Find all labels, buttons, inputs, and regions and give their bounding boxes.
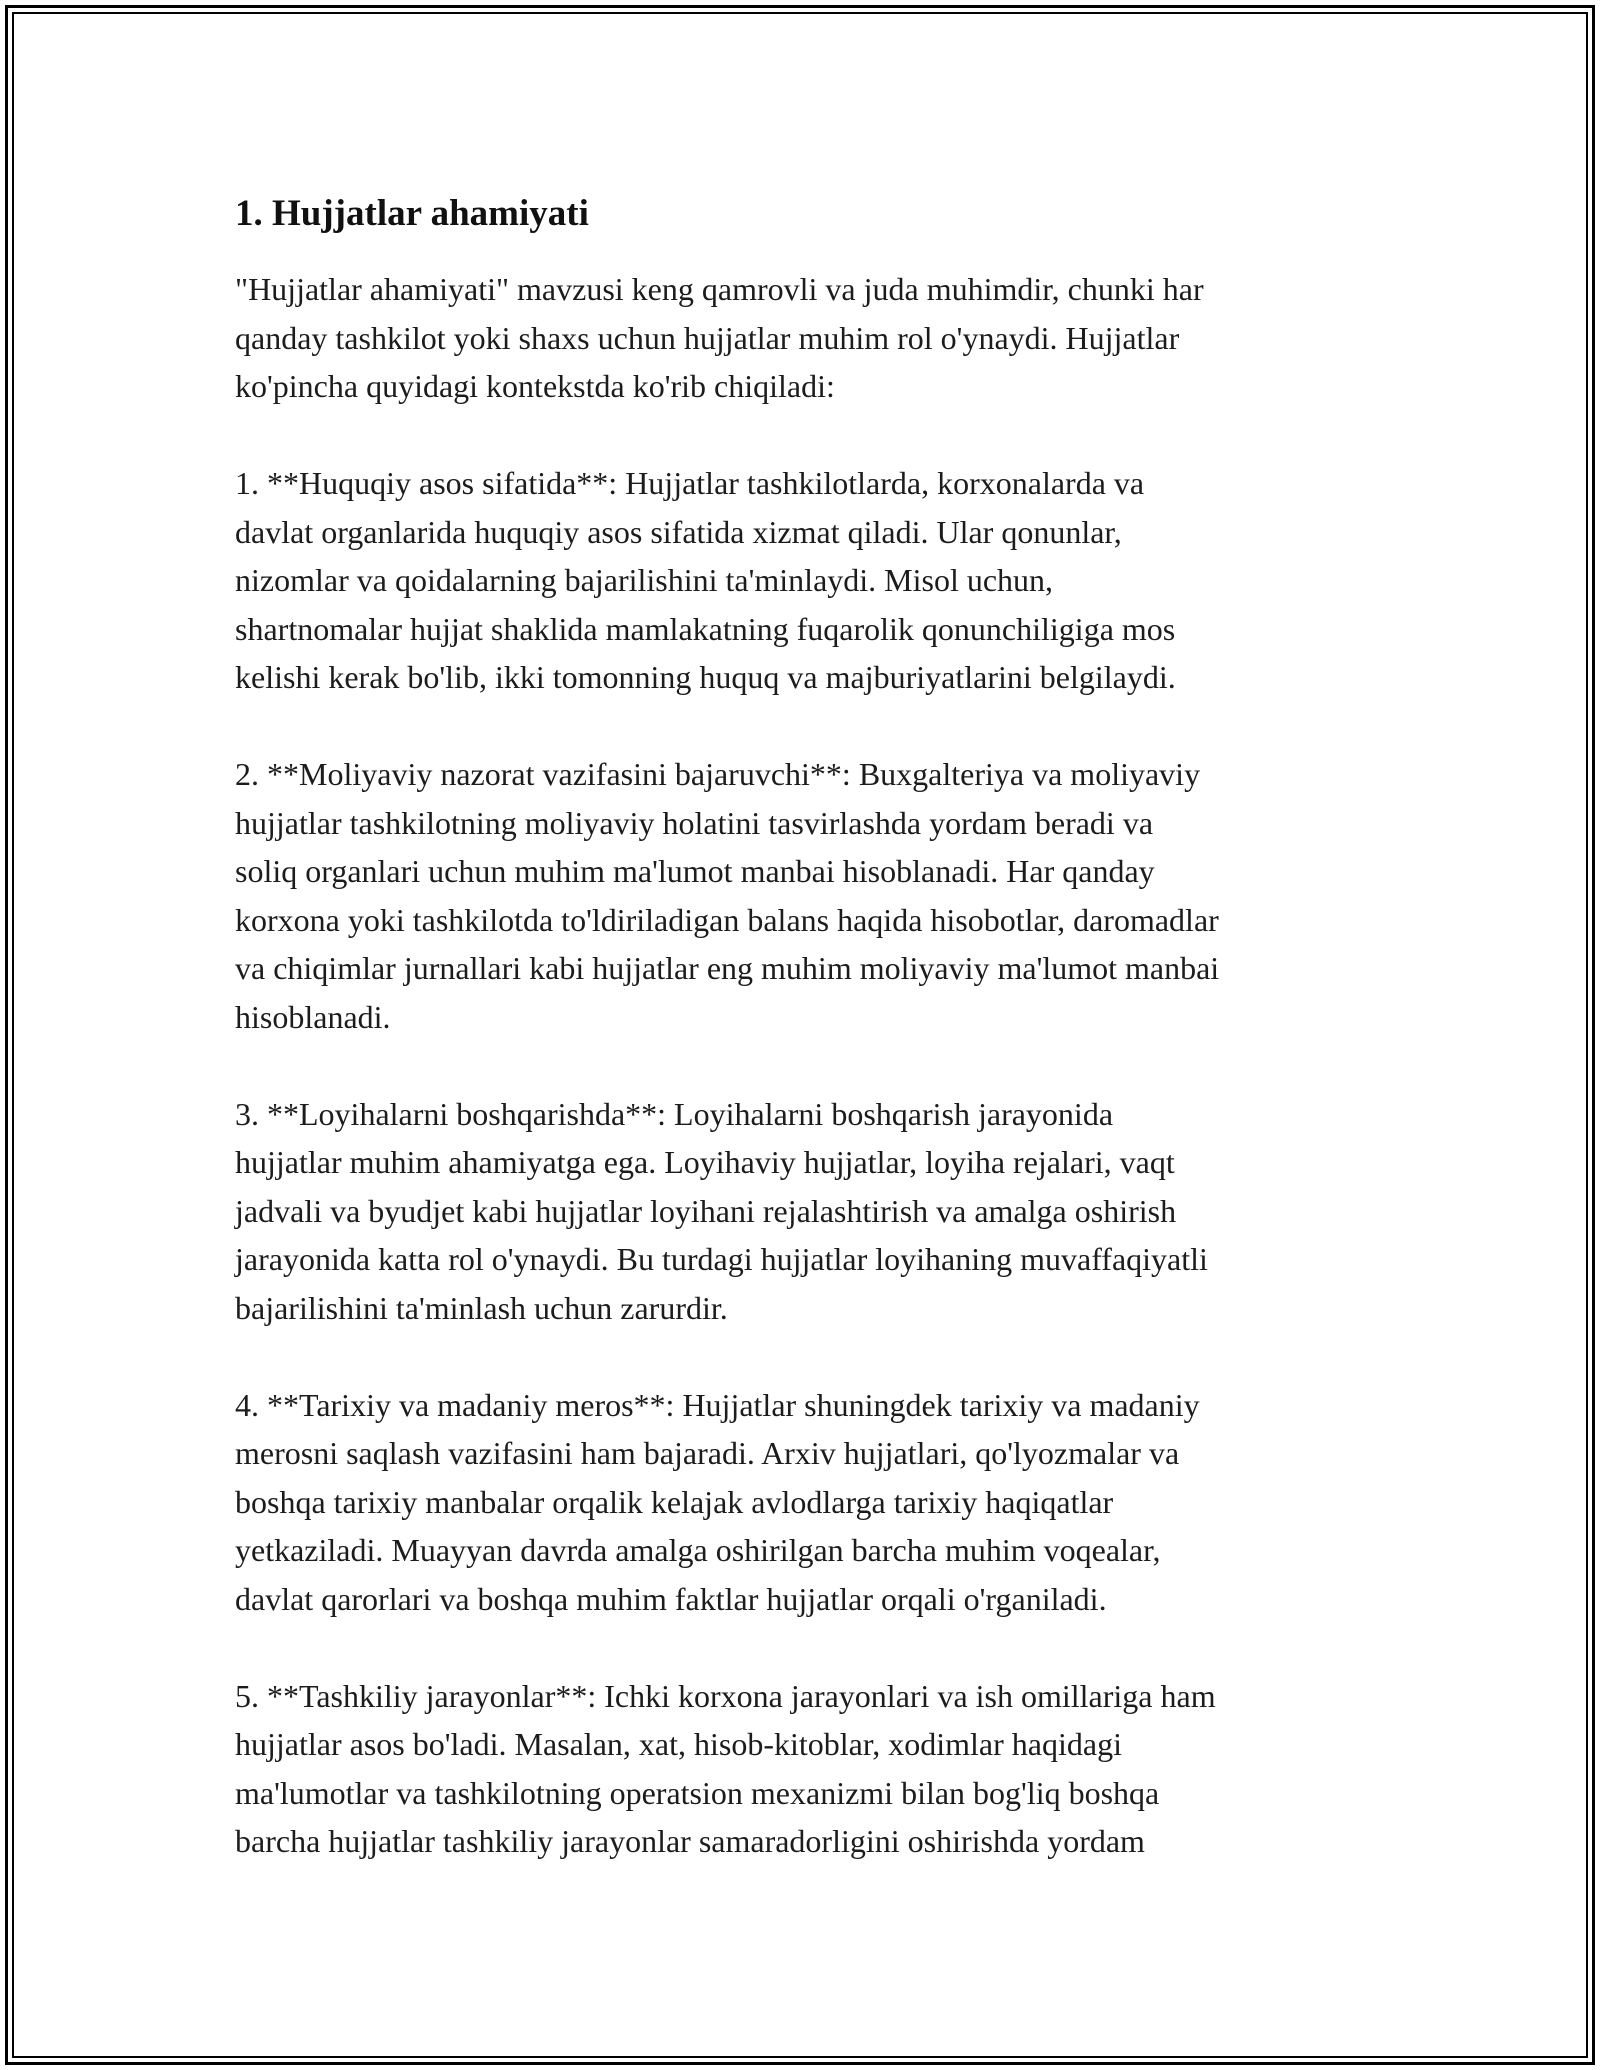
paragraph-legal-basis: 1. **Huquqiy asos sifatida**: Hujjatlar tashkilotlarda, korxonalarda va davlat organlarida huquqiy asos sifatida xizmat qiladi. Ular qonunlar, nizomlar va qoidalarning bajarilishini ta'minlaydi. Misol uchun, shartnomalar hujjat shaklida mamlakatning fuqarolik qonunchiligiga mos kelishi kerak bo'lib, ikki tomonning huquq va majburiyatlarini belgilaydi. — [235, 465, 1176, 695]
paragraph-organizational-processes: 5. **Tashkiliy jarayonlar**: Ichki korxona jarayonlari va ish omillariga ham hujjatlar asos bo'ladi. Masalan, xat, hisob-kitoblar, xodimlar haqidagi ma'lumotlar va tashkilotning operatsion mexanizmi bilan bog'liq boshqa barcha hujjatlar tashkiliy jarayonlar samaradorligini oshirishda yordam — [235, 1677, 1216, 1859]
document-body — [235, 185, 1375, 1866]
document-title: 1. Hujjatlar ahamiyati — [235, 193, 589, 234]
paragraph-project-management: 3. **Loyihalarni boshqarishda**: Loyihalarni boshqarish jarayonida hujjatlar muhim ahamiyatga ega. Loyihaviy hujjatlar, loyiha rejalari, vaqt jadvali va byudjet kabi hujjatlar loyihani rejalashtirish va amalga oshirish jarayonida katta rol o'ynaydi. Bu turdagi hujjatlar loyihaning muvaffaqiyatli bajarilishini ta'minlash uchun zarurdir. — [235, 1095, 1208, 1326]
intro-paragraph: "Hujjatlar ahamiyati" mavzusi keng qamrovli va juda muhimdir, chunki har qanday tashkilot yoki shaxs uchun hujjatlar muhim rol o'ynaydi. Hujjatlar ko'pincha quyidagi kontekstda ko'rib chiqiladi: — [235, 271, 1204, 404]
paragraph-historical-heritage: 4. **Tarixiy va madaniy meros**: Hujjatlar shuningdek tarixiy va madaniy merosni saqlash vazifasini ham bajaradi. Arxiv hujjatlari, qo'lyozmalar va boshqa tarixiy manbalar orqalik kelajak avlodlarga tarixiy haqiqatlar yetkaziladi. Muayyan davrda amalga oshirilgan barcha muhim voqealar, davlat qarorlari va boshqa muhim faktlar hujjatlar orqali o'rganiladi. — [235, 1386, 1200, 1617]
paragraph-financial-control: 2. **Moliyaviy nazorat vazifasini bajaruvchi**: Buxgalteriya va moliyaviy hujjatlar tashkilotning moliyaviy holatini tasvirlashda yordam beradi va soliq organlari uchun muhim ma'lumot manbai hisoblanadi. Har qanday korxona yoki tashkilotda to'ldiriladigan balans haqida hisobotlar, daromadlar va chiqimlar jurnallari kabi hujjatlar eng muhim moliyaviy ma'lumot manbai hisoblanadi. — [235, 756, 1220, 1035]
